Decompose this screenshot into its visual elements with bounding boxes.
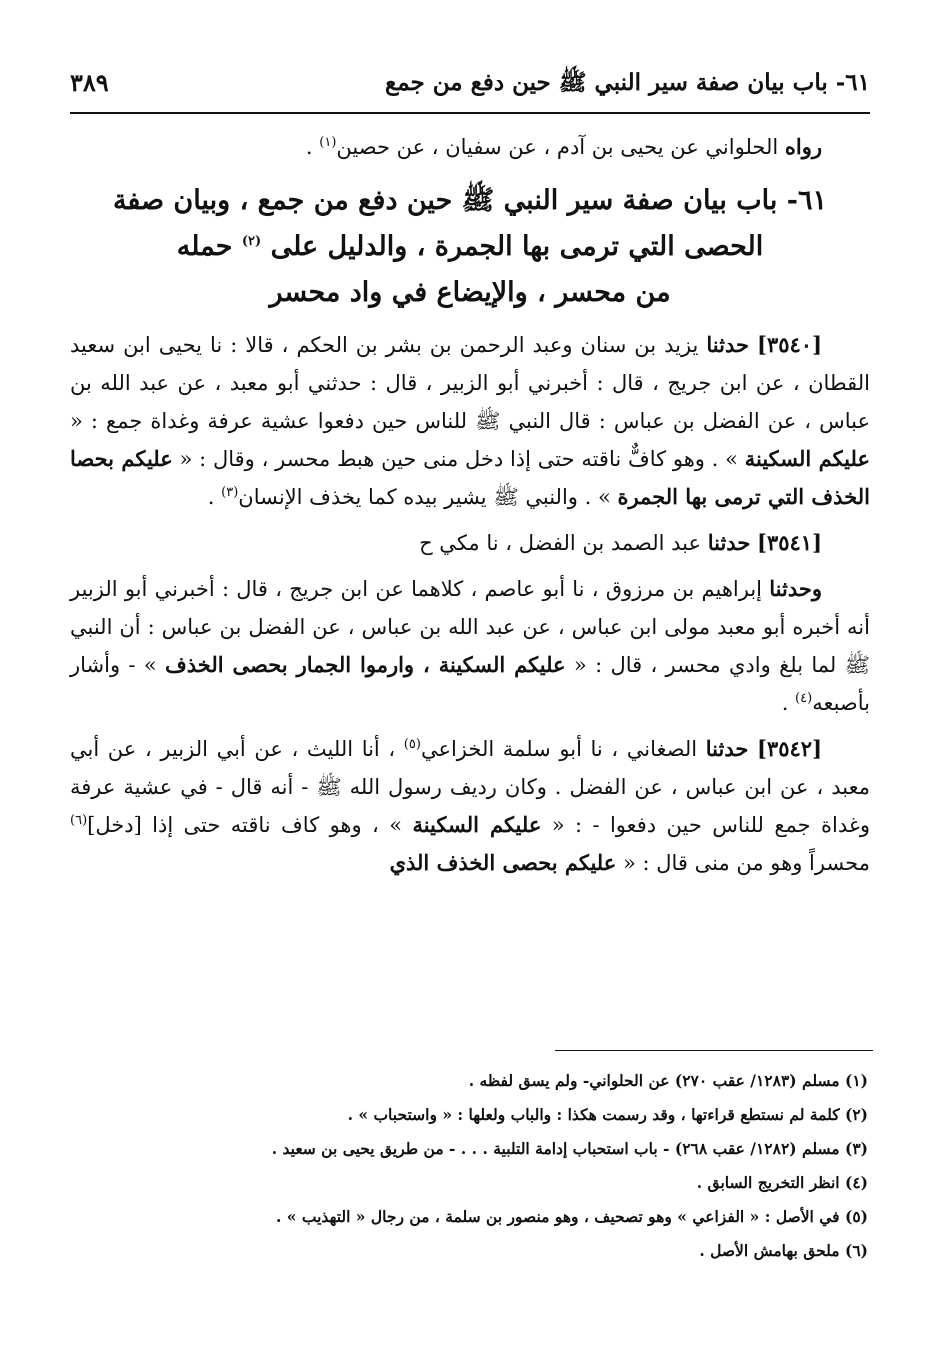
hadith-text: » - وأشار بأصبعه	[70, 653, 870, 715]
hadith-end: .	[207, 485, 222, 509]
hadith-text: ، أنا الليث ، عن أبي الزبير ، عن أبي معبد ، عن ابن عباس ، عن الفضل . وكان رديف رسول الله ﷺ - أنه قال - في عشية عرفة وغداة جمع للناس حين دفعوا - : «	[70, 737, 871, 837]
footnote-ref: (١)	[319, 135, 337, 150]
page-number: ٣٨٩	[70, 68, 109, 97]
hadith-lead: حدثنا	[705, 736, 749, 761]
footnote-ref: (٤)	[795, 691, 813, 706]
hadith-quote: عليكم بحصا الخذف التي ترمى بها الجمرة	[70, 446, 870, 509]
hadith-number: [٣٥٤١]	[757, 530, 822, 555]
footnote-4: (٤) انظر التخريج السابق .	[696, 1173, 868, 1192]
footnote-ref: (٥)	[403, 737, 421, 752]
footnote-3: (٣) مسلم (١٢٨٢/ عقب ٢٦٨) - باب استحباب إدامة التلبية . . . - من طريق يحيى بن سعيد .	[271, 1139, 868, 1158]
chapter-heading-line-1: ٦١- باب بيان صفة سير النبي ﷺ حين دفع من جمع ، وبيان صفة	[112, 185, 828, 216]
running-head	[70, 62, 870, 106]
hadith-number: [٣٥٤٠]	[757, 332, 822, 357]
footnote-rule	[555, 1050, 873, 1051]
footnote-ref: (٢)	[241, 234, 262, 249]
chapter-heading	[70, 178, 870, 316]
hadith-lead: وحدثنا	[769, 576, 822, 601]
lead-word: رواه	[784, 134, 822, 159]
running-title: ٦١- باب بيان صفة سير النبي ﷺ حين دفع من جمع	[385, 69, 870, 96]
footnote-ref: (٣)	[221, 485, 239, 500]
chapter-heading-line-2b: حمله	[176, 231, 242, 262]
footnote-ref: (٦)	[70, 813, 88, 828]
header-rule	[70, 112, 870, 114]
chapter-heading-line-3: من محسر ، والإيضاع في واد محسر	[269, 277, 671, 308]
hadith-quote: عليكم بحصى الخذف الذي	[389, 850, 617, 875]
hadith-text: يزيد بن سنان وعبد الرحمن بن بشر بن الحكم ، قالا : نا يحيى ابن سعيد القطان ، عن ابن جريج ، قال : أخبرني أبو الزبير ، قال : حدثني أبو معبد ، عن عبد الله بن عباس ، عن الفضل بن عباس : قال النبي ﷺ للناس حين دفعوا عشية عرفة وغداة جمع : «	[70, 333, 870, 433]
hadith-text: » . والنبي ﷺ يشير بيده كما يخذف الإنسان	[238, 485, 618, 509]
body-text	[70, 128, 870, 882]
hadith-text: عبد الصمد بن الفضل ، نا مكي ح	[419, 531, 708, 555]
footnote-2: (٢) كلمة لم نستطع قراءتها ، وقد رسمت هكذا : والباب ولعلها : « واستحباب » .	[347, 1105, 868, 1124]
hadith-text: محسراً وهو من منى قال : «	[616, 851, 870, 875]
hadith-3542	[70, 730, 870, 882]
hadith-text: الصغاني ، نا أبو سلمة الخزاعي	[420, 737, 706, 761]
hadith-text: » ، وهو كاف ناقته حتى إذا [دخل]	[87, 813, 413, 837]
footnote-5: (٥) في الأصل : « الفزاعي » وهو تصحيف ، وهو منصور بن سلمة ، من رجال « التهذيب » .	[276, 1207, 868, 1226]
hadith-number: [٣٥٤٢]	[757, 736, 822, 761]
hadith-quote: عليكم السكينة	[744, 446, 870, 471]
hadith-text: » . وهو كافٌّ ناقته حتى إذا دخل منى حين هبط محسر ، وقال : «	[172, 447, 745, 471]
hadith-lead: حدثنا	[707, 530, 751, 555]
hadith-lead: حدثنا	[706, 332, 749, 357]
hadith-text: إبراهيم بن مرزوق ، نا أبو عاصم ، كلاهما عن ابن جريج ، قال : أخبرني أبو الزبير أنه أخبره أبو معبد مولى ابن عباس ، عن عبد الله بن عباس ، عن الفضل بن عباس : أن النبي ﷺ لما بلغ وادي محسر ، قال : «	[70, 577, 870, 677]
hadith-quote: عليكم السكينة ، وارموا الجمار بحصى الخذف	[165, 652, 566, 677]
footnote-6: (٦) ملحق بهامش الأصل .	[699, 1241, 868, 1260]
hadith-3540	[70, 326, 870, 516]
chapter-heading-line-2a: الحصى التي ترمى بها الجمرة ، والدليل على	[261, 231, 764, 262]
footnote-1: (١) مسلم (١٢٨٣/ عقب ٢٧٠) عن الحلواني- ولم يسق لفظه .	[468, 1071, 868, 1090]
lead-text: الحلواني عن يحيى بن آدم ، عن سفيان ، عن حصين	[336, 135, 785, 159]
hadith-3541	[70, 524, 870, 562]
lead-end: .	[305, 135, 320, 159]
chapter-heading-line-2	[70, 224, 870, 270]
lead-line	[70, 128, 870, 166]
footnotes	[70, 1064, 868, 1268]
hadith-quote: عليكم السكينة	[412, 812, 542, 837]
hadith-3541-chain	[70, 570, 870, 722]
hadith-end: .	[781, 691, 796, 715]
